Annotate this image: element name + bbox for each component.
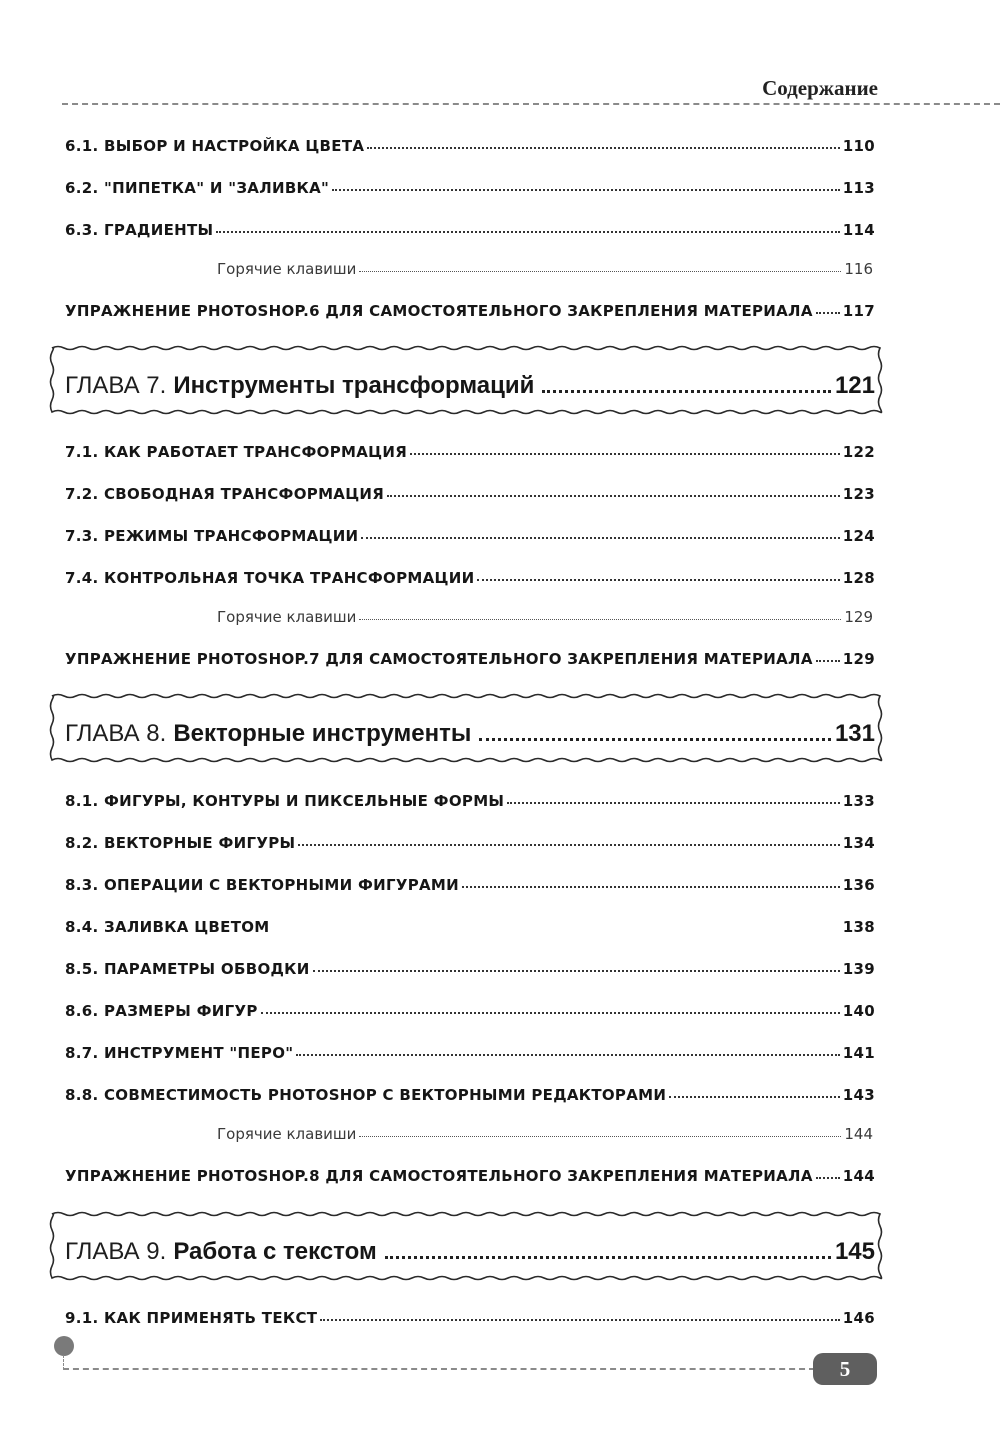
chapter-heading[interactable] — [46, 1206, 886, 1286]
toc-entry-title: 8.7. ИНСТРУМЕНТ "ПЕРО" — [65, 1044, 294, 1062]
footer-divider — [63, 1368, 815, 1370]
leader-gap — [273, 928, 840, 930]
toc-entry[interactable] — [65, 1080, 875, 1104]
toc-entry-title: 6.3. ГРАДИЕНТЫ — [65, 221, 214, 239]
chapter-number: ГЛАВА 9. — [65, 1238, 167, 1265]
toc-entry[interactable] — [65, 563, 875, 587]
dot-leader — [542, 390, 831, 393]
dot-leader — [359, 271, 841, 272]
toc-entry-page: 133 — [842, 792, 875, 810]
toc-entry-exercise[interactable] — [65, 296, 875, 320]
dot-leader — [669, 1096, 840, 1098]
dot-leader — [816, 312, 840, 314]
dot-leader — [359, 619, 841, 620]
dot-leader — [313, 970, 840, 972]
toc-entry-title: 7.3. РЕЖИМЫ ТРАНСФОРМАЦИИ — [65, 527, 359, 545]
toc-entry[interactable] — [65, 954, 875, 978]
page-number-badge: 5 — [813, 1353, 877, 1385]
toc-entry-page: 129 — [842, 650, 875, 668]
dot-leader — [816, 660, 840, 662]
toc-entry-page: 144 — [842, 1167, 875, 1185]
toc-entry-title: 7.1. КАК РАБОТАЕТ ТРАНСФОРМАЦИЯ — [65, 443, 408, 461]
dot-leader — [410, 453, 840, 455]
toc-entry-page: 136 — [842, 876, 875, 894]
dot-leader — [507, 802, 840, 804]
toc-entry-page: 129 — [844, 608, 873, 626]
toc-entry-exercise[interactable] — [65, 1161, 875, 1185]
dot-leader — [332, 189, 840, 191]
chapter-page: 131 — [834, 720, 875, 747]
chapter-title: Векторные инструменты — [173, 720, 472, 747]
dot-leader — [361, 537, 839, 539]
toc-entry-title: 9.1. КАК ПРИМЕНЯТЬ ТЕКСТ — [65, 1309, 318, 1327]
dot-leader — [320, 1319, 839, 1321]
toc-entry[interactable] — [65, 437, 875, 461]
dot-leader — [359, 1136, 841, 1137]
dot-leader — [216, 231, 839, 233]
toc-entry-title: 7.4. КОНТРОЛЬНАЯ ТОЧКА ТРАНСФОРМАЦИИ — [65, 569, 475, 587]
dot-leader — [477, 579, 839, 581]
chapter-page: 145 — [834, 1238, 875, 1265]
toc-entry-page: 116 — [844, 260, 873, 278]
toc-entry-title: 8.3. ОПЕРАЦИИ С ВЕКТОРНЫМИ ФИГУРАМИ — [65, 876, 459, 894]
toc-entry-page: 146 — [842, 1309, 875, 1327]
dot-leader — [816, 1177, 840, 1179]
toc-entry-exercise[interactable] — [65, 644, 875, 668]
chapter-title: Инструменты трансформаций — [173, 372, 535, 399]
toc-entry-hotkeys[interactable] — [217, 602, 873, 626]
dot-leader — [296, 1054, 839, 1056]
toc-entry-page: 128 — [842, 569, 875, 587]
toc-entry[interactable] — [65, 521, 875, 545]
chapter-number: ГЛАВА 7. — [65, 372, 167, 399]
toc-entry-page: 117 — [842, 302, 875, 320]
chapter-number: ГЛАВА 8. — [65, 720, 167, 747]
toc-entry-page: 138 — [842, 918, 875, 936]
toc-entry-page: 110 — [842, 137, 875, 155]
toc-entry-title: 8.2. ВЕКТОРНЫЕ ФИГУРЫ — [65, 834, 296, 852]
toc-entry-page: 139 — [842, 960, 875, 978]
toc-entry-title: 7.2. СВОБОДНАЯ ТРАНСФОРМАЦИЯ — [65, 485, 385, 503]
toc-entry-page: 124 — [842, 527, 875, 545]
dot-leader — [462, 886, 840, 888]
chapter-title: Работа с текстом — [173, 1238, 377, 1265]
dot-leader — [261, 1012, 840, 1014]
toc-entry[interactable] — [65, 1038, 875, 1062]
header-divider — [62, 103, 1000, 105]
toc-entry-title: Горячие клавиши — [217, 608, 357, 626]
toc-entry[interactable] — [65, 912, 875, 936]
footer-bullet — [54, 1336, 74, 1356]
chapter-heading[interactable] — [46, 688, 886, 768]
toc-entry-title: УПРАЖНЕНИЕ PHOTOSHOP.8 ДЛЯ САМОСТОЯТЕЛЬНОГО ЗАКРЕПЛЕНИЯ МАТЕРИАЛА — [65, 1167, 813, 1185]
toc-entry-hotkeys[interactable] — [217, 254, 873, 278]
toc-entry-page: 141 — [842, 1044, 875, 1062]
toc-entry[interactable] — [65, 215, 875, 239]
toc-entry-page: 123 — [842, 485, 875, 503]
toc-entry-title: УПРАЖНЕНИЕ PHOTOSHOP.6 ДЛЯ САМОСТОЯТЕЛЬНОГО ЗАКРЕПЛЕНИЯ МАТЕРИАЛА — [65, 302, 813, 320]
toc-entry[interactable] — [65, 786, 875, 810]
toc-entry-page: 140 — [842, 1002, 875, 1020]
toc-entry[interactable] — [65, 870, 875, 894]
toc-entry-title: 8.5. ПАРАМЕТРЫ ОБВОДКИ — [65, 960, 310, 978]
toc-entry-page: 134 — [842, 834, 875, 852]
toc-entry-title: 8.1. ФИГУРЫ, КОНТУРЫ И ПИКСЕЛЬНЫЕ ФОРМЫ — [65, 792, 505, 810]
toc-entry-title: 8.4. ЗАЛИВКА ЦВЕТОМ — [65, 918, 270, 936]
toc-entry[interactable] — [65, 173, 875, 197]
toc-entry-title: 8.6. РАЗМЕРЫ ФИГУР — [65, 1002, 258, 1020]
toc-entry[interactable] — [65, 828, 875, 852]
toc-entry-page: 122 — [842, 443, 875, 461]
toc-entry-title: Горячие клавиши — [217, 260, 357, 278]
chapter-heading[interactable] — [46, 340, 886, 420]
dot-leader — [387, 495, 840, 497]
toc-entry-page: 144 — [844, 1125, 873, 1143]
dot-leader — [367, 147, 840, 149]
toc-entry-title: 6.2. "ПИПЕТКА" И "ЗАЛИВКА" — [65, 179, 330, 197]
dot-leader — [479, 738, 831, 741]
toc-entry-hotkeys[interactable] — [217, 1119, 873, 1143]
toc-entry-title: 6.1. ВЫБОР И НАСТРОЙКА ЦВЕТА — [65, 137, 365, 155]
dot-leader — [298, 844, 839, 846]
toc-entry[interactable] — [65, 131, 875, 155]
toc-entry-page: 113 — [842, 179, 875, 197]
page-header-title: Содержание — [762, 76, 878, 100]
toc-entry[interactable] — [65, 996, 875, 1020]
dot-leader — [385, 1256, 831, 1259]
toc-entry-page: 114 — [842, 221, 875, 239]
toc-entry-title: 8.8. СОВМЕСТИМОСТЬ PHOTOSHOP С ВЕКТОРНЫМИ РЕДАКТОРАМИ — [65, 1086, 667, 1104]
toc-entry-page: 143 — [842, 1086, 875, 1104]
toc-entry[interactable] — [65, 1303, 875, 1327]
toc-entry-title: УПРАЖНЕНИЕ PHOTOSHOP.7 ДЛЯ САМОСТОЯТЕЛЬНОГО ЗАКРЕПЛЕНИЯ МАТЕРИАЛА — [65, 650, 813, 668]
toc-entry-title: Горячие клавиши — [217, 1125, 357, 1143]
chapter-page: 121 — [834, 372, 875, 399]
toc-entry[interactable] — [65, 479, 875, 503]
